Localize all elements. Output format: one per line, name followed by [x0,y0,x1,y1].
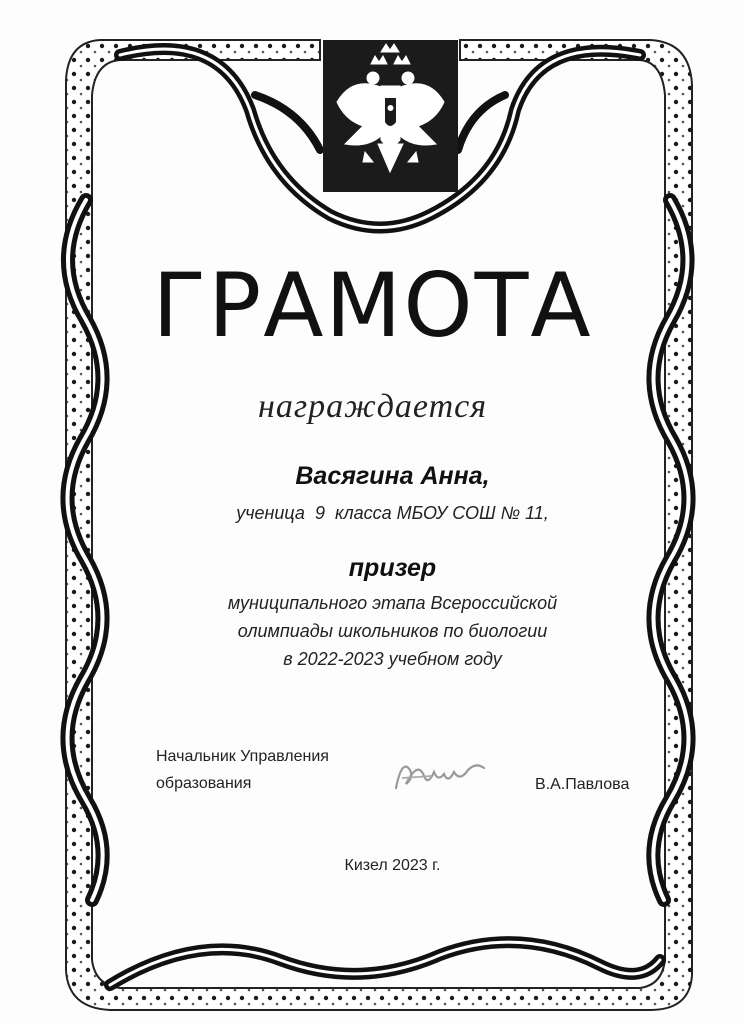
signatory-title-line1: Начальник Управления [156,748,329,765]
awarded-label: награждается [257,388,488,425]
signatory-name: В.А.Павлова [535,776,630,793]
place-and-year: Кизел 2023 г. [344,857,441,874]
description-line: олимпиады школьников по биологии [237,621,548,641]
certificate-title: ГРАМОТА [152,254,593,357]
award-type: призер [348,554,437,582]
signatory-title-line2: образования [156,775,252,792]
russian-coat-of-arms-icon [323,40,458,192]
recipient-name: Васягина Анна, [295,462,490,490]
description-line: муниципального этапа Всероссийской [227,593,558,613]
description-line: в 2022-2023 учебном году [283,649,502,669]
handwritten-signature [388,748,498,798]
student-class-line: ученица 9 класса МБОУ СОШ № 11, [236,503,549,523]
